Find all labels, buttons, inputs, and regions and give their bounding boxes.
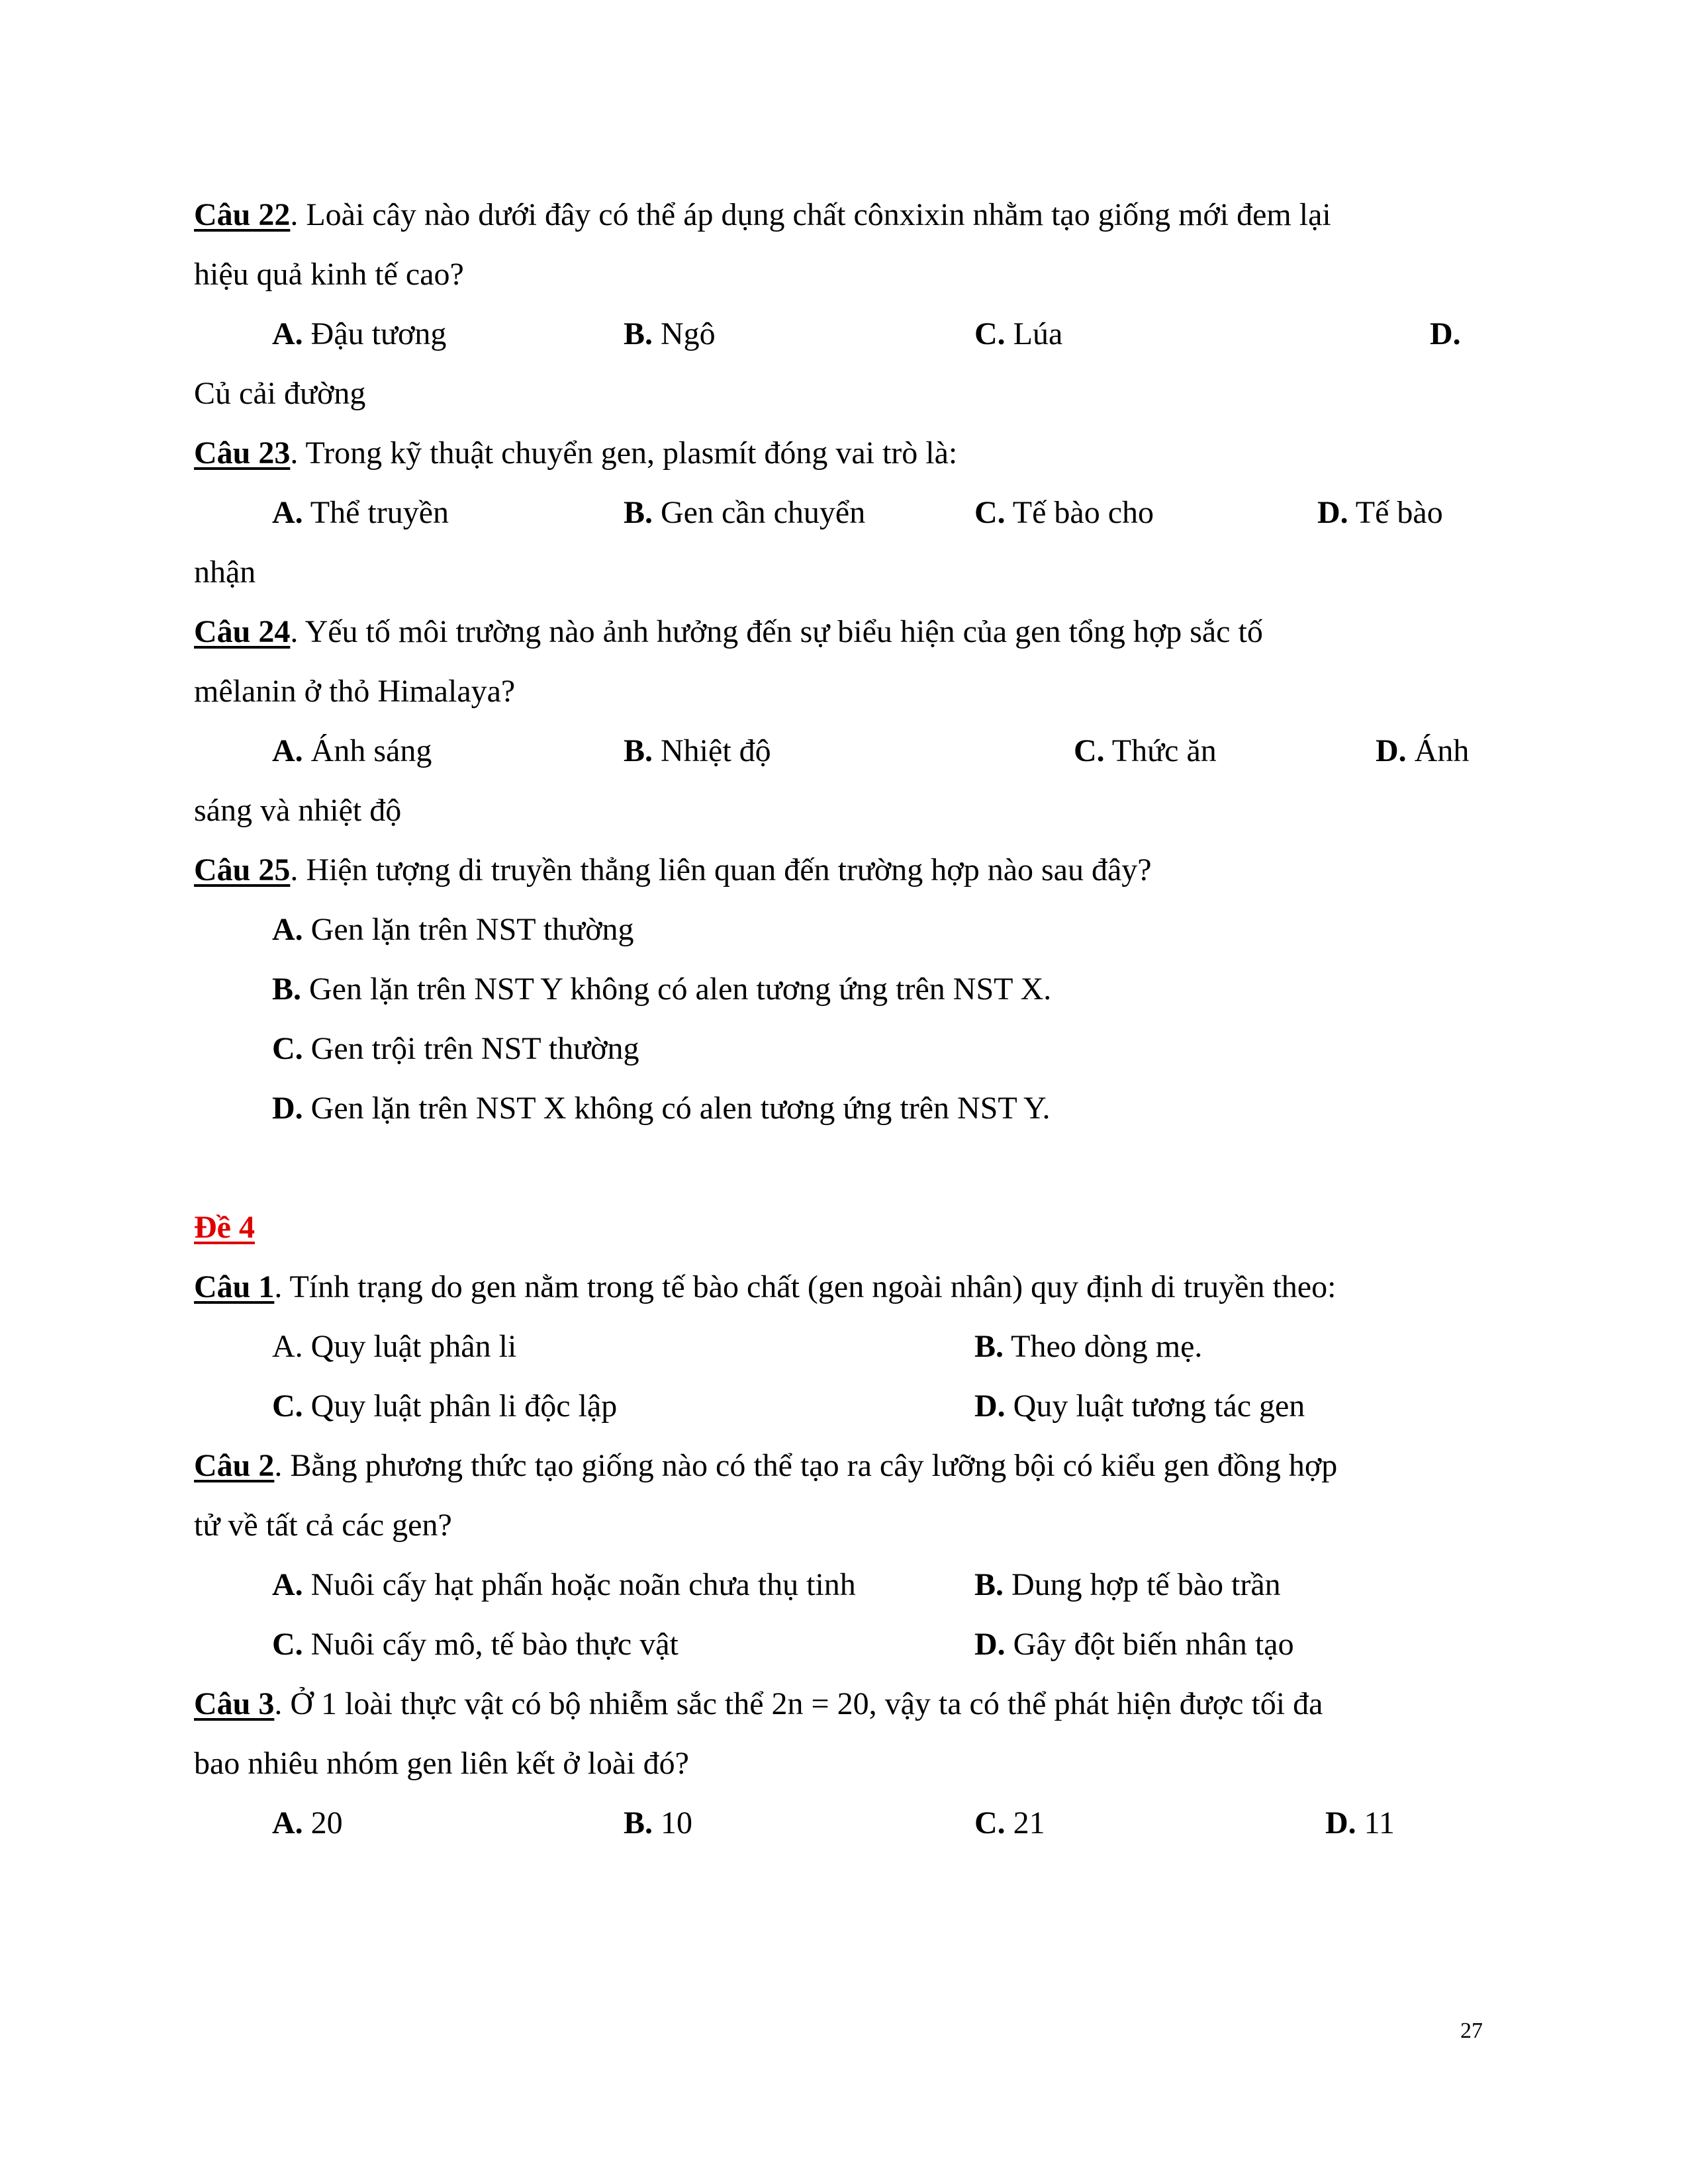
question-23-line-1 [194, 433, 957, 473]
question-2-line-2: tử về tất cả các gen? [194, 1508, 452, 1543]
option-b: B. Gen cần chuyển [624, 495, 866, 530]
question-text: . Bằng phương thức tạo giống nào có thể tạo ra cây lưỡng bội có kiểu gen đồng hợp [274, 1448, 1338, 1483]
option-c: C. Lúa [974, 316, 1063, 351]
question-22-line-2: hiệu quả kinh tế cao? [194, 257, 464, 292]
question-24-line-1 [194, 612, 1263, 652]
option-d-wrap: nhận [194, 555, 256, 590]
option-a: A. Nuôi cấy hạt phấn hoặc noãn chưa thụ tinh [272, 1567, 856, 1602]
option-d: D. Ánh [1376, 733, 1470, 768]
question-2-line-1 [194, 1446, 1337, 1486]
question-text: . Trong kỹ thuật chuyển gen, plasmít đóng vai trò là: [290, 435, 958, 471]
option-d: D. Gen lặn trên NST X không có alen tương ứng trên NST Y. [272, 1091, 1051, 1126]
option-d: D. Quy luật tương tác gen [974, 1388, 1305, 1424]
option-d: D. Gây đột biến nhân tạo [974, 1627, 1294, 1662]
question-3-line-2: bao nhiêu nhóm gen liên kết ở loài đó? [194, 1746, 689, 1781]
option-c: C. Thức ăn [1074, 733, 1217, 768]
question-label: Câu 25 [194, 852, 291, 887]
option-d-wrap: sáng và nhiệt độ [194, 793, 402, 828]
page-number: 27 [1460, 2019, 1483, 2043]
option-c: C. Quy luật phân li độc lập [272, 1388, 618, 1424]
option-b: B. Theo dòng mẹ. [974, 1329, 1203, 1364]
option-c: C. Nuôi cấy mô, tế bào thực vật [272, 1627, 679, 1662]
question-25-line-1 [194, 850, 1152, 890]
question-3-line-1 [194, 1684, 1323, 1724]
option-a: A. Gen lặn trên NST thường [272, 912, 634, 947]
option-d: D. 11 [1325, 1805, 1395, 1841]
option-b: B. 10 [624, 1805, 693, 1841]
question-text: . Yếu tố môi trường nào ảnh hưởng đến sự biểu hiện của gen tổng hợp sắc tố [290, 614, 1263, 649]
question-label: Câu 23 [194, 435, 291, 471]
option-b: B. Nhiệt độ [624, 733, 771, 768]
option-b: B. Ngô [624, 316, 716, 351]
question-1-line-1 [194, 1267, 1336, 1307]
question-24-line-2: mêlanin ở thỏ Himalaya? [194, 674, 516, 709]
question-label: Câu 1 [194, 1269, 275, 1304]
option-b: B. Dung hợp tế bào trần [974, 1567, 1281, 1602]
option-c: C. Gen trội trên NST thường [272, 1031, 639, 1066]
option-d-wrap: Củ cải đường [194, 376, 366, 411]
question-text: . Loài cây nào dưới đây có thể áp dụng chất cônxixin nhằm tạo giống mới đem lại [290, 197, 1331, 232]
option-c: C. 21 [974, 1805, 1045, 1841]
question-text: . Hiện tượng di truyền thẳng liên quan đến trường hợp nào sau đây? [290, 852, 1152, 887]
question-label: Câu 3 [194, 1686, 275, 1721]
option-a: A. Ánh sáng [272, 733, 432, 768]
option-b: B. Gen lặn trên NST Y không có alen tương ứng trên NST X. [272, 972, 1052, 1007]
question-label: Câu 2 [194, 1448, 275, 1483]
option-a: A. 20 [272, 1805, 343, 1841]
question-text: . Ở 1 loài thực vật có bộ nhiễm sắc thể 2n = 20, vậy ta có thể phát hiện được tối đa [274, 1686, 1323, 1721]
option-d: D. Tế bào [1317, 495, 1443, 530]
question-label: Câu 22 [194, 197, 291, 232]
option-a: A. Đậu tương [272, 316, 447, 351]
option-a: A. Quy luật phân li [272, 1329, 517, 1364]
option-a: A. Thể truyền [272, 495, 449, 530]
question-text: . Tính trạng do gen nằm trong tế bào chất (gen ngoài nhân) quy định di truyền theo: [274, 1269, 1336, 1304]
question-22-line-1 [194, 195, 1331, 235]
option-d: D. [1430, 316, 1461, 351]
option-c: C. Tế bào cho [974, 495, 1154, 530]
question-label: Câu 24 [194, 614, 291, 649]
section-title: Đề 4 [194, 1210, 255, 1245]
